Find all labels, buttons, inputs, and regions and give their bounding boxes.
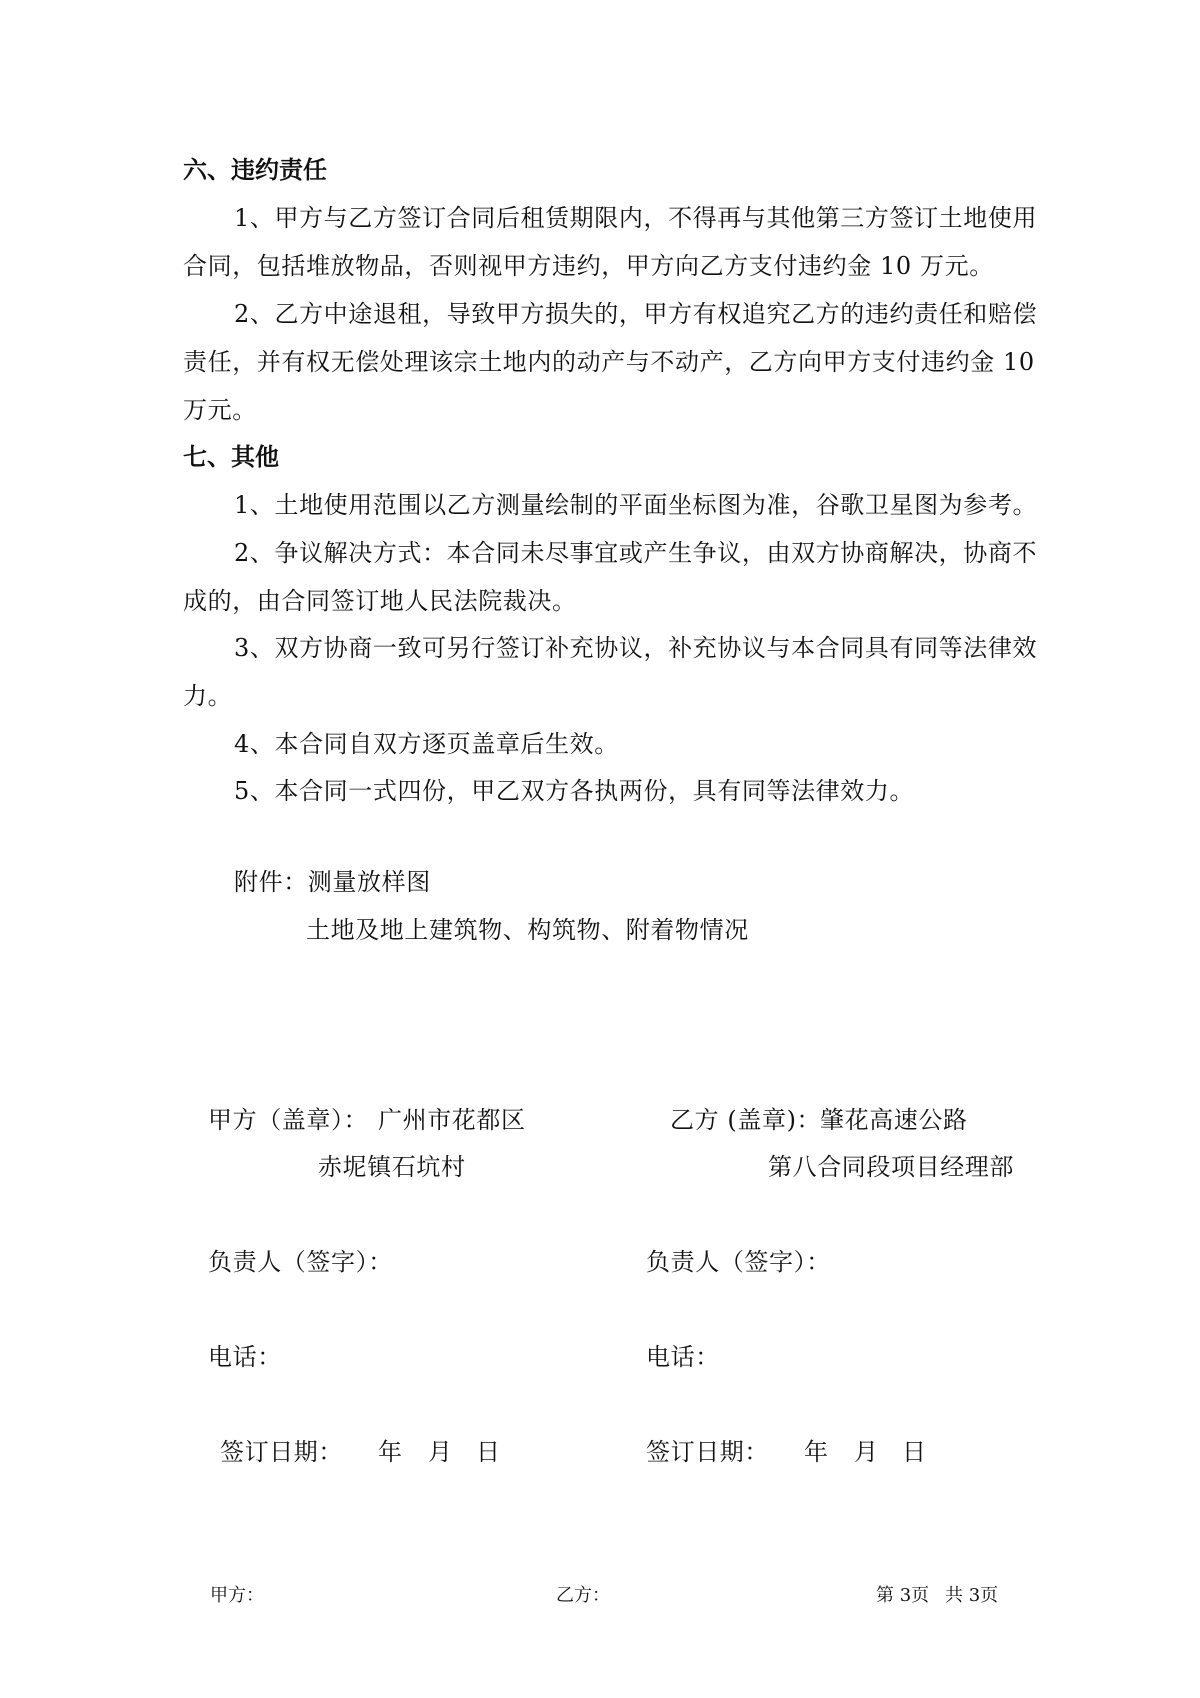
paragraph-line: 2、乙方中途退租，导致甲方损失的，甲方有权追究乙方的违约责任和赔偿 [234,300,1038,328]
party-a-date-year: 年 [378,1438,403,1466]
party-b-date-year: 年 [804,1438,829,1466]
paragraph-line: 1、土地使用范围以乙方测量绘制的平面坐标图为准，谷歌卫星图为参考。 [234,491,1038,519]
paragraph-line: 力。 [183,682,233,710]
party-b-name-line1: 肇花高速公路 [820,1106,968,1134]
footer-page-total: 共 3页 [945,1585,999,1606]
party-a-phone-label: 电话： [208,1343,282,1371]
paragraph-line: 3、双方协商一致可另行签订补充协议，补充协议与本合同具有同等法律效 [234,634,1038,662]
attachments-item: 土地及地上建筑物、构筑物、附着物情况 [306,916,749,944]
paragraph-line: 万元。 [183,396,257,424]
party-b-name-line2: 第八合同段项目经理部 [768,1153,1014,1181]
paragraph-line: 4、本合同自双方逐页盖章后生效。 [234,730,619,758]
party-b-date-month: 月 [854,1438,879,1466]
party-b-phone-label: 电话： [646,1343,720,1371]
party-a-name-line1: 广州市花都区 [378,1106,526,1134]
paragraph-line: 2、争议解决方式：本合同未尽事宜或产生争议，由双方协商解决，协商不 [234,539,1038,567]
attachments-label: 附件：测量放样图 [234,868,431,896]
paragraph-line: 1、甲方与乙方签订合同后租赁期限内，不得再与其他第三方签订土地使用 [234,204,1038,232]
paragraph-line: 成的，由合同签订地人民法院裁决。 [183,587,577,615]
party-a-name-line2: 赤坭镇石坑村 [318,1153,466,1181]
party-b-seal-label: 乙方 (盖章)： [670,1106,822,1134]
party-a-date-day: 日 [476,1438,501,1466]
footer-party-a: 甲方： [210,1585,264,1606]
party-a-date-label: 签订日期： [220,1438,343,1466]
party-b-date-day: 日 [902,1438,927,1466]
section-heading-other: 七、其他 [183,443,279,471]
party-a-seal-label: 甲方（盖章）： [208,1106,369,1134]
party-a-date-month: 月 [428,1438,453,1466]
footer-party-b: 乙方： [556,1585,610,1606]
paragraph-line: 合同，包括堆放物品，否则视甲方违约，甲方向乙方支付违约金 10 万元。 [183,252,994,280]
section-heading-breach: 六、违约责任 [183,156,327,184]
party-a-responsible-label: 负责人（签字）： [208,1248,393,1276]
party-b-responsible-label: 负责人（签字）： [646,1248,831,1276]
party-b-date-label: 签订日期： [646,1438,769,1466]
paragraph-line: 5、本合同一式四份，甲乙双方各执两份，具有同等法律效力。 [234,777,915,805]
paragraph-line: 责任，并有权无偿处理该宗土地内的动产与不动产，乙方向甲方支付违约金 10 [183,348,1035,376]
footer-page-current: 第 3页 [876,1585,930,1606]
